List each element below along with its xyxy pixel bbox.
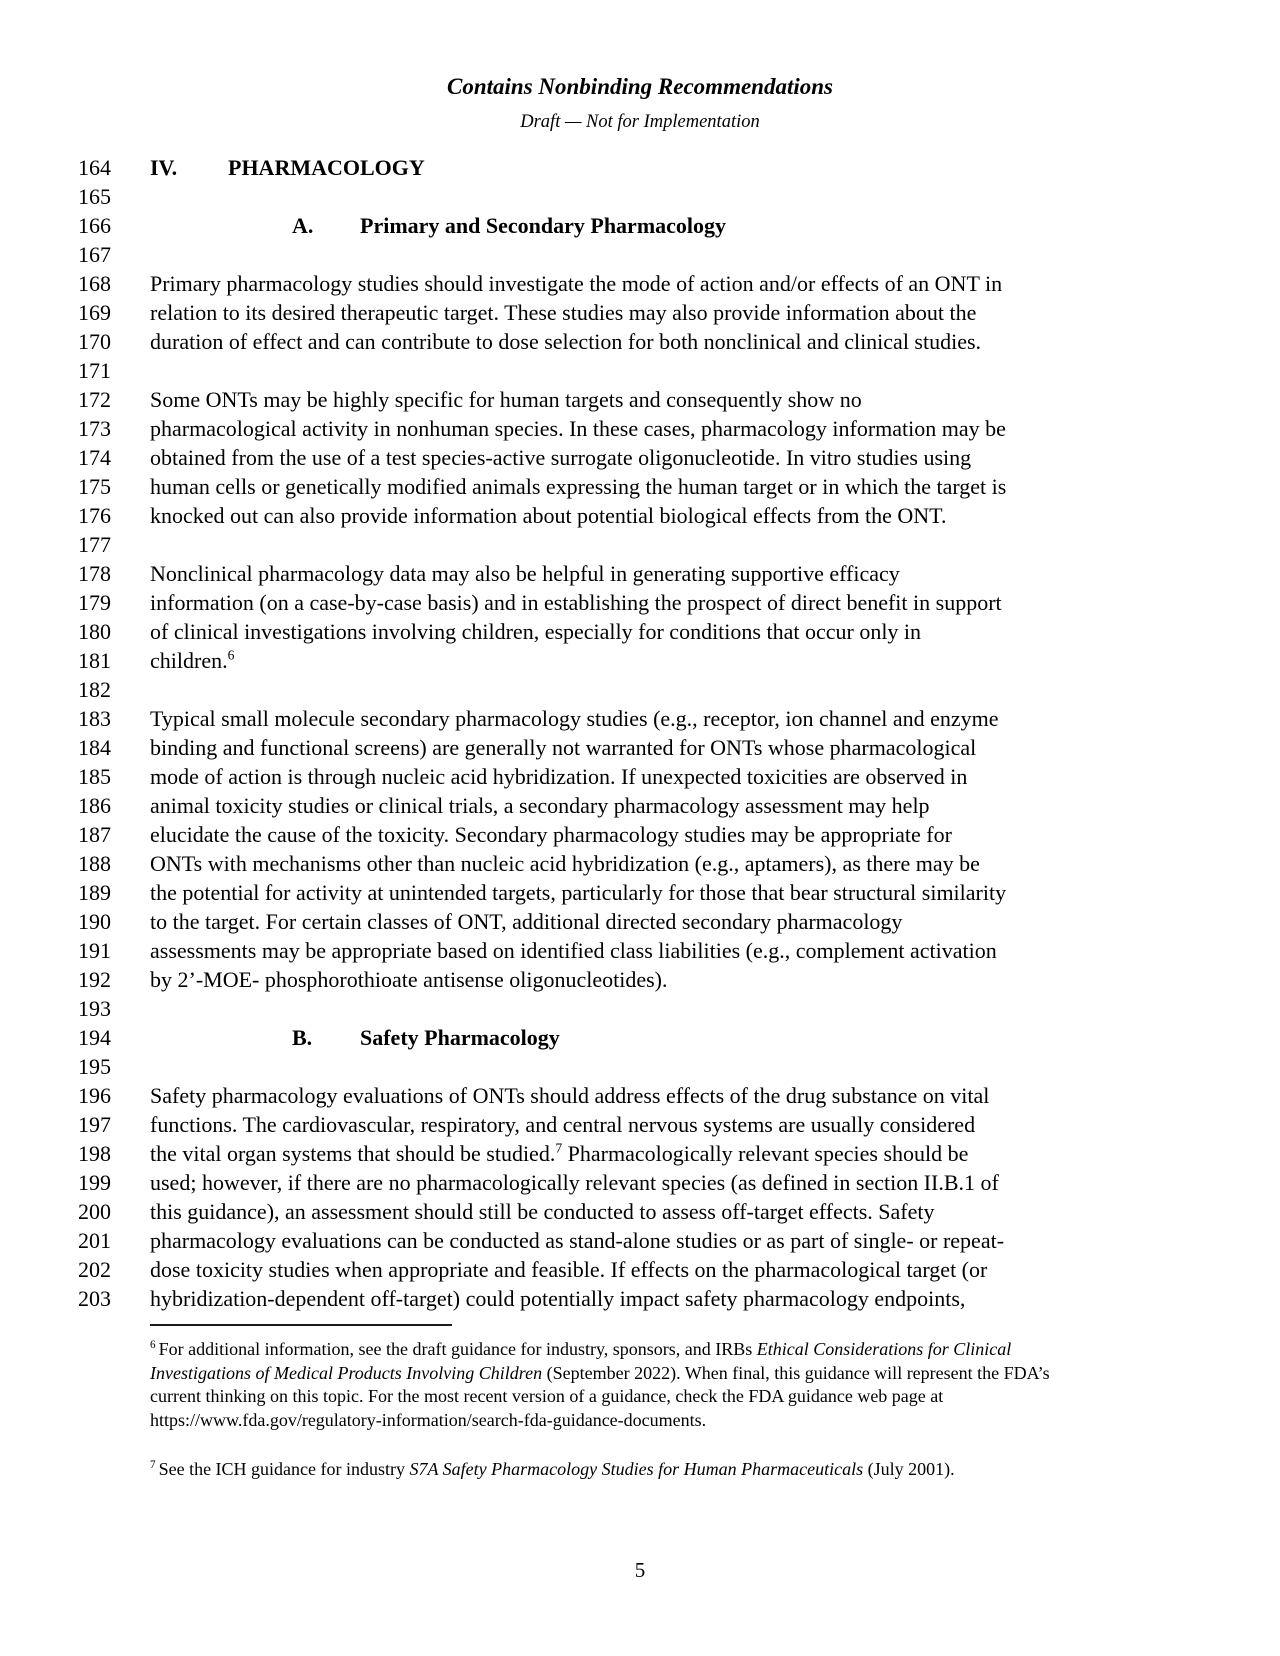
doc-line-186 [0,791,1280,820]
doc-line-197 [0,1110,1280,1139]
line-number: 183 [78,706,111,731]
line-text: obtained from the use of a test species-active surrogate oligonucleotide. In vitro studies using [150,445,972,470]
line-number: 173 [78,416,111,441]
line-text: to the target. For certain classes of ONT, additional directed secondary pharmacology [150,909,903,934]
line-text: Nonclinical pharmacology data may also be helpful in generating supportive efficacy [150,561,900,586]
line-text: of clinical investigations involving children, especially for conditions that occur only in [150,619,922,644]
doc-line-173 [0,414,1280,443]
heading-label: B. [292,1025,313,1050]
line-number: 174 [78,445,111,470]
line-number: 185 [78,764,111,789]
line-text: Some ONTs may be highly specific for human targets and consequently show no [150,387,862,412]
line-text: information (on a case-by-case basis) and in establishing the prospect of direct benefit in support [150,590,1002,615]
header-draft-notice: Draft — Not for Implementation [520,112,760,132]
line-number: 171 [78,358,111,383]
line-text: Safety pharmacology evaluations of ONTs should address effects of the drug substance on vital [150,1083,990,1108]
doc-line-174 [0,443,1280,472]
line-text [150,646,234,675]
line-number: 180 [78,619,111,644]
line-number: 179 [78,590,111,615]
line-text: the potential for activity at unintended targets, particularly for those that bear structural similarity [150,880,1007,905]
line-number: 175 [78,474,111,499]
doc-line-198 [0,1139,1280,1168]
line-text: animal toxicity studies or clinical trials, a secondary pharmacology assessment may help [150,793,930,818]
line-number: 182 [78,677,111,702]
line-text [292,211,726,240]
doc-line-175 [0,472,1280,501]
footnote-marker: 7 [150,1459,156,1471]
line-number: 196 [78,1083,111,1108]
doc-line-191 [0,936,1280,965]
doc-line-168 [0,269,1280,298]
doc-line-189 [0,878,1280,907]
doc-line-183 [0,704,1280,733]
header-nonbinding-notice: Contains Nonbinding Recommendations [447,74,833,99]
text-run: Pharmacologically relevant species should be [562,1141,969,1166]
doc-line-177 [0,530,1280,559]
line-text: mode of action is through nucleic acid hybridization. If unexpected toxicities are observed in [150,764,968,789]
line-number: 199 [78,1170,111,1195]
line-text: assessments may be appropriate based on identified class liabilities (e.g., complement activation [150,938,997,963]
footnote-text-segment: Ethical Considerations for Clinical Investigations of Medical Products Involving Children [150,1339,1012,1383]
line-text: used; however, if there are no pharmacologically relevant species (as defined in section II.B.1 of [150,1170,999,1195]
heading-title: PHARMACOLOGY [228,155,425,180]
footnote-marker: 6 [150,1339,156,1351]
line-number: 193 [78,996,111,1021]
line-number: 178 [78,561,111,586]
doc-line-187 [0,820,1280,849]
line-number: 187 [78,822,111,847]
doc-line-166 [0,211,1280,240]
line-number: 177 [78,532,111,557]
doc-line-185 [0,762,1280,791]
line-text: relation to its desired therapeutic target. These studies may also provide information about the [150,300,977,325]
doc-line-188 [0,849,1280,878]
heading-title: Primary and Secondary Pharmacology [360,213,727,238]
doc-line-201 [0,1226,1280,1255]
doc-line-193 [0,994,1280,1023]
line-text [150,153,425,182]
line-number: 186 [78,793,111,818]
line-number: 189 [78,880,111,905]
doc-line-192 [0,965,1280,994]
doc-line-169 [0,298,1280,327]
line-number: 198 [78,1141,111,1166]
doc-line-202 [0,1255,1280,1284]
footnote-text-segment: See the ICH guidance for industry [158,1459,410,1479]
heading-title: Safety Pharmacology [360,1025,560,1050]
line-text: Primary pharmacology studies should investigate the mode of action and/or effects of an ONT in [150,271,1003,296]
line-text: functions. The cardiovascular, respiratory, and central nervous systems are usually considered [150,1112,976,1137]
line-text: by 2’-MOE- phosphorothioate antisense oligonucleotides). [150,967,668,992]
footnote-6 [150,1338,1050,1433]
superscript-ref: 6 [227,647,235,663]
doc-line-165 [0,182,1280,211]
footnote-text-segment: (September 2022). When final, this guidance will represent the FDA’s current thinking on this topic. For the most recent version of a guidance, check the FDA guidance web page at https://www.fda.gov/regulatory-information/search-fda-guidance-documents. [150,1362,1050,1431]
line-number: 200 [78,1199,111,1224]
doc-line-194 [0,1023,1280,1052]
line-number: 169 [78,300,111,325]
doc-line-180 [0,617,1280,646]
footnote-7 [150,1458,1050,1482]
page-number: 5 [634,1558,646,1582]
line-number: 184 [78,735,111,760]
doc-line-199 [0,1168,1280,1197]
line-text: ONTs with mechanisms other than nucleic acid hybridization (e.g., aptamers), as there may be [150,851,980,876]
footnote-separator [150,1324,452,1326]
line-number: 203 [78,1286,111,1311]
line-number: 170 [78,329,111,354]
line-text: knocked out can also provide information about potential biological effects from the ONT. [150,503,947,528]
heading-label: A. [292,213,314,238]
doc-line-164 [0,153,1280,182]
line-text: dose toxicity studies when appropriate and feasible. If effects on the pharmacological target (or [150,1257,988,1282]
line-number: 172 [78,387,111,412]
line-number: 192 [78,967,111,992]
doc-line-195 [0,1052,1280,1081]
footnote-text-segment: (July 2001). [863,1459,955,1479]
line-number: 181 [78,648,111,673]
text-run: the vital organ systems that should be studied. [150,1141,556,1166]
doc-line-190 [0,907,1280,936]
line-text: elucidate the cause of the toxicity. Secondary pharmacology studies may be appropriate for [150,822,952,847]
line-number: 176 [78,503,111,528]
doc-line-178 [0,559,1280,588]
line-number: 190 [78,909,111,934]
line-text: pharmacology evaluations can be conducted as stand-alone studies or as part of single- or repeat- [150,1228,1005,1253]
line-text: human cells or genetically modified animals expressing the human target or in which the target is [150,474,1007,499]
line-number: 194 [78,1025,111,1050]
line-text: pharmacological activity in nonhuman species. In these cases, pharmacology information may be [150,416,1006,441]
line-text: Typical small molecule secondary pharmacology studies (e.g., receptor, ion channel and enzyme [150,706,999,731]
heading-label: IV. [150,155,178,180]
line-text: binding and functional screens) are generally not warranted for ONTs whose pharmacological [150,735,977,760]
numbered-text-block [0,153,1280,1313]
doc-line-172 [0,385,1280,414]
line-number: 191 [78,938,111,963]
line-number: 165 [78,184,111,209]
doc-line-179 [0,588,1280,617]
doc-line-167 [0,240,1280,269]
line-number: 202 [78,1257,111,1282]
line-number: 197 [78,1112,111,1137]
line-number: 195 [78,1054,111,1079]
superscript-ref: 7 [555,1140,563,1156]
doc-line-176 [0,501,1280,530]
line-number: 201 [78,1228,111,1253]
doc-line-200 [0,1197,1280,1226]
doc-line-181 [0,646,1280,675]
line-number: 166 [78,213,111,238]
text-run: children. [150,648,228,673]
line-text [150,1139,968,1168]
doc-line-184 [0,733,1280,762]
doc-line-203 [0,1284,1280,1313]
line-number: 167 [78,242,111,267]
doc-line-182 [0,675,1280,704]
doc-line-170 [0,327,1280,356]
line-number: 188 [78,851,111,876]
line-text: hybridization-dependent off-target) could potentially impact safety pharmacology endpoints, [150,1286,966,1311]
footnote-text-segment: S7A Safety Pharmacology Studies for Human Pharmaceuticals [409,1459,864,1479]
line-number: 164 [78,155,111,180]
line-text [292,1023,560,1052]
footnote-text-segment: For additional information, see the draft guidance for industry, sponsors, and IRBs [158,1339,757,1359]
line-text: this guidance), an assessment should still be conducted to assess off-target effects. Safety [150,1199,935,1224]
line-number: 168 [78,271,111,296]
line-text: duration of effect and can contribute to dose selection for both nonclinical and clinical studies. [150,329,982,354]
doc-line-196 [0,1081,1280,1110]
doc-line-171 [0,356,1280,385]
